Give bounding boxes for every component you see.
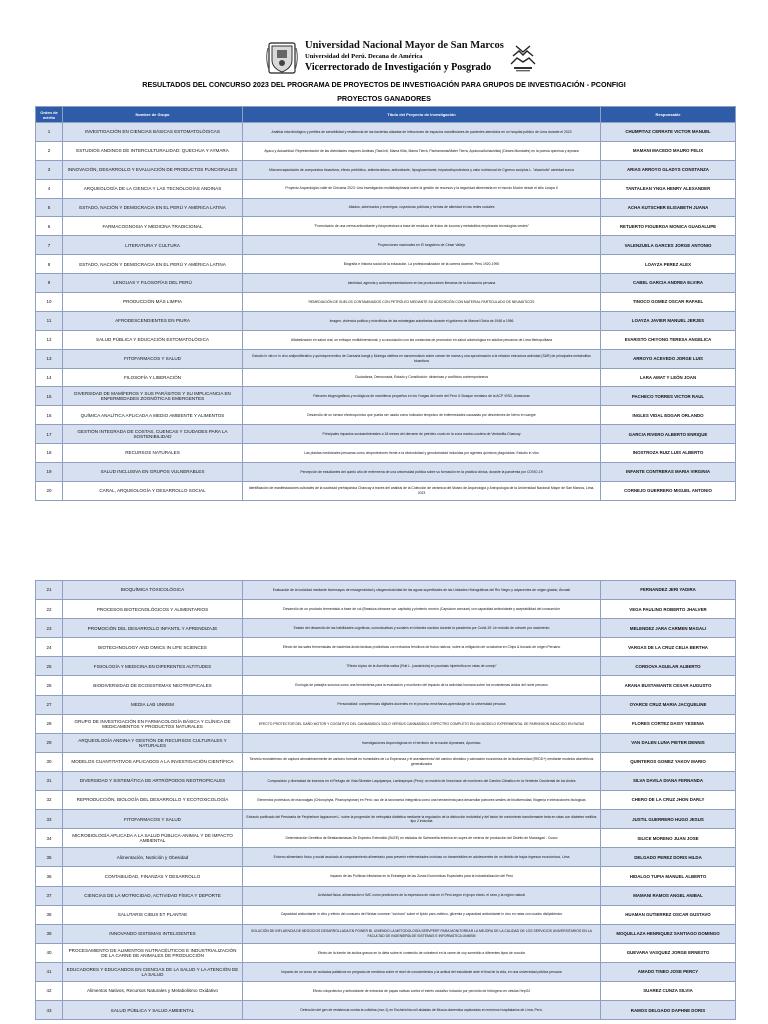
table-row: [36, 444, 736, 463]
group-name-cell: SALUD PÚBLICA Y EDUCACIÓN ESTOMATOLÓGICA: [63, 330, 243, 349]
order-cell: 22: [36, 600, 63, 619]
group-name-cell: QUÍMICA ANALÍTICA APLICADA A MEDIO AMBIENTE Y ALIMENTOS: [63, 406, 243, 425]
order-cell: 34: [36, 829, 63, 848]
order-cell: 31: [36, 771, 63, 790]
group-name-cell: ESTUDIOS ANDINOS DE INTERCULTURALIDAD: QUECHUA Y AYMARA: [63, 141, 243, 160]
responsible-cell: CORDOVA AGUILAR ALBERTO: [601, 657, 736, 676]
project-title-cell: Ayacu y Aukachikai: Representación de las divinidades mayores Andinas (Tata Inti, Mama Killa, Mama Tierra, Pachamama/Mater Tierra, Apukuna/Achachilas) (Dioses Mundales) en la poesía quechua y aymara: [243, 141, 601, 160]
table-row: [36, 791, 736, 810]
group-name-cell: BIODIVERSIDAD DE ECOSISTEMAS NEOTROPICALES: [63, 676, 243, 695]
responsible-cell: RAMOS DELGADO DAPHNE DORIS: [601, 1001, 736, 1020]
responsible-cell: ACHA KUTSCHER ELISABETH JUANA: [601, 198, 736, 217]
responsible-cell: LARA AMAT Y LEÓN JOAN: [601, 368, 736, 387]
group-name-cell: RECURSOS NATURALES: [63, 444, 243, 463]
table-row: [36, 581, 736, 600]
table-body-top: [36, 123, 736, 501]
project-title-cell: Aliados, adversarios y enemigos: coyunturas políticas y formas de alteridad en las redes sociales: [243, 198, 601, 217]
table-row: [36, 1001, 736, 1020]
responsible-cell: MELENDEZ JARA CARMEN MAGALI: [601, 619, 736, 638]
table-row: [36, 752, 736, 771]
responsible-cell: HUAMAN GUTIERREZ OSCAR GUSTAVO: [601, 905, 736, 924]
responsible-cell: INGLES VIDAL EDGAR ORLANDO: [601, 406, 736, 425]
order-cell: 39: [36, 924, 63, 943]
responsible-cell: TANTALEAN YNGA HENRY ALEXANDER: [601, 179, 736, 198]
table-row: [36, 848, 736, 867]
project-title-cell: Las plantas medicinales peruanas como citoprotectores frente a la citotoxicidad y genotoxicidad inducidas por agentes químicos plaguicidas: Estudio in vitro: [243, 444, 601, 463]
group-name-cell: PROCESOS BIOTECNOLÓGICOS Y ALIMENTARIOS: [63, 600, 243, 619]
project-title-cell: Entorno alimentario físico y social asociado al comportamiento alimentario para prevenir enfermedades crónicas no transmisibles en adolescentes de un distrito de bajos ingresos económicos, Lima: [243, 848, 601, 867]
order-cell: 7: [36, 236, 63, 255]
project-title-cell: Efecto de las sales fermentadas de bacterias ácido lácticas probióticas con extractos fenólicos de frutos nativos, sobre la mitigación de ocratoxina en Chips & bocado de origen Peruano: [243, 638, 601, 657]
project-title-cell: Imagen, violencia política y micrófisica de las estrategias autoritarias durante el gobierno de Manuel Odría de 1948 a 1956: [243, 311, 601, 330]
project-title-cell: Elementos protésicos de macroalgas (Chlorophyta, Phaeophyceae) en Perú: uso de la taxonomía integrativa como una herramienta para desarrollar patrones sesiles de biodiversidad, filogenia e interacciones biológicas: [243, 791, 601, 810]
project-title-cell: Identidad, agencia y autorrepresentaciones en las producciones literarias de la Amazonía peruana: [243, 274, 601, 293]
group-name-cell: EDUCADORES Y EDUCANDOS EN CIENCIAS DE LA SALUD Y LA ATENCIÓN DE LA SALUD: [63, 962, 243, 981]
group-name-cell: FISIOLOGÍA Y MEDICINA EN DIFERENTES ALTITUDES: [63, 657, 243, 676]
project-title-cell: Estado del desarrollo de las habilidades cognitivas, comunicativas y sociales en infantes nacidos durante la pandemia por Covid-19: Un estudio de cohorte por nacimiento: [243, 619, 601, 638]
project-title-cell: Impacto de las Políticas tributarias en la Estrategia de las Zonas Económicas Especiales para la industrialización del Perú: [243, 867, 601, 886]
project-title-cell: Biografía e historia social de la educación. La profesionalización de la carrera docente, Perú 1920-1990: [243, 255, 601, 274]
results-subtitle: PROYECTOS GANADORES: [337, 94, 431, 103]
order-cell: 19: [36, 463, 63, 482]
table-row: [36, 657, 736, 676]
project-title-cell: Personalidad: competencias digitales docentes en el proceso enseñanza-aprendizaje de la universidad peruana: [243, 695, 601, 714]
order-cell: 8: [36, 255, 63, 274]
responsible-cell: CABEL GARCIA ANDREA ELVIRA: [601, 274, 736, 293]
project-title-cell: Composición y diversidad de insectos en el Refugio de Vida Silvestre Laquipampa, Lambayeque (Perú): un modelo de línea base de monitoreo del Cambio Climático en la Vertiente Occidental de los Andes: [243, 771, 601, 790]
university-tagline: Universidad del Perú. Decana de América: [305, 53, 423, 60]
project-title-cell: Estudio in vitro e in vivo antiproliferativo y quimiopreventivo de Caesaria bangii y Moringa oleifera en nanoemulsión sobre cáncer de mama y una aproximación a la relación estructura actividad (SAR) de principales metabolitos bioactivos: [243, 349, 601, 368]
group-name-cell: INNOVACIÓN, DESARROLLO Y EVALUACIÓN DE PRODUCTOS FUNCIONALES: [63, 160, 243, 179]
group-name-cell: FITOFARMACOS Y SALUD: [63, 349, 243, 368]
order-cell: 13: [36, 349, 63, 368]
group-name-cell: PROMOCIÓN DEL DESARROLLO INFANTIL Y APRENDIZAJE: [63, 619, 243, 638]
group-name-cell: CONTABILIDAD, FINANZAS Y DESARROLLO: [63, 867, 243, 886]
order-cell: 41: [36, 962, 63, 981]
responsible-cell: CHERO DE LA CRUZ JHON DARLY: [601, 791, 736, 810]
table-row: [36, 217, 736, 236]
table-row: [36, 274, 736, 293]
group-name-cell: SALUTARIS CIBUS ET PLANTAE: [63, 905, 243, 924]
order-cell: 20: [36, 481, 63, 500]
responsible-cell: CORNEJO GUERRERO MIGUEL ANTONIO: [601, 481, 736, 500]
project-title-cell: Investigaciones Arqueológicas en el territorio de la nación Aymaraes, Apurimac.: [243, 733, 601, 752]
table-row: [36, 676, 736, 695]
table-row: [36, 330, 736, 349]
group-name-cell: AFRODESCENDIENTES EN PIURA: [63, 311, 243, 330]
responsible-cell: VARGAS DE LA CRUZ CELIA BERTHA: [601, 638, 736, 657]
group-name-cell: DIVERSIDAD Y SISTEMÁTICA DE ARTRÓPODOS NEOTROPICALES: [63, 771, 243, 790]
responsible-cell: VAN DALEN LUNA PIETER DENNIS: [601, 733, 736, 752]
project-title-cell: "Efecto tópico de la Aventhia sativa (Ruti L. (caraindola) en psoriasis hipertrófica en ratas de conejo": [243, 657, 601, 676]
table-row: [36, 160, 736, 179]
group-name-cell: MEDIA LAB UNMSM: [63, 695, 243, 714]
table-row: [36, 311, 736, 330]
order-cell: 36: [36, 867, 63, 886]
order-cell: 30: [36, 752, 63, 771]
group-name-cell: FILOSOFÍA Y LIBERACIÓN: [63, 368, 243, 387]
order-cell: 35: [36, 848, 63, 867]
group-name-cell: INVESTIGACIÓN EN CIENCIAS BÁSICAS ESTOMATOLÓGICAS: [63, 123, 243, 142]
table-row: [36, 714, 736, 733]
university-name: Universidad Nacional Mayor de San Marcos: [305, 40, 504, 51]
group-name-cell: ARQUEOLOGÍA DE LA CIENCIA Y LAS TECNOLOGÍAS ANDINAS: [63, 179, 243, 198]
project-title-cell: Desarrollo de un producto fermentado a base de col (Brassica oleracea var. capitata) y pimiento morrón (Capsicum annuum) con capacidad antioxidante y aceptabilidad del consumidor: [243, 600, 601, 619]
responsible-cell: OYARCE CRUZ MARIA JACQUELINE: [601, 695, 736, 714]
table-header-row: [36, 107, 736, 123]
responsible-cell: INFANTE CONTRERAS MARIA VIRGINIA: [601, 463, 736, 482]
group-name-cell: PROCESAMIENTO DE ALIMENTOS NUTRACÉUTICOS E INDUSTRIALIZACIÓN DE LA CARNE DE ANIMALES DE PRODUCCIÓN: [63, 943, 243, 962]
responsible-cell: ARROYO ACEVEDO JORGE LUIS: [601, 349, 736, 368]
responsible-cell: GARCIA RIVERO ALBERTO ENRIQUE: [601, 425, 736, 444]
project-title-cell: Impacto de un curso de cuidados paliativos en pregrado de medicina sobre el nivel de conocimientos y la actitud del estudiante ante el final de la vida, en una universidad pública peruana: [243, 962, 601, 981]
results-title: RESULTADOS DEL CONCURSO 2023 DEL PROGRAMA DE PROYECTOS DE INVESTIGACIÓN PARA GRUPOS DE INVESTIGACIÓN - PCONFIGI: [142, 80, 626, 89]
project-title-cell: Proyecciones nacionales en El tungsteno de César Vallejo: [243, 236, 601, 255]
order-cell: 43: [36, 1001, 63, 1020]
responsible-cell: AMADO TINEO JOSE PERCY: [601, 962, 736, 981]
order-cell: 14: [36, 368, 63, 387]
project-title-cell: EFECTO PROTECTOR DEL DAÑO MOTOR Y COGNITIVO DEL CANNABIDIOL SOLO VERSUS CANNABIDIOL ESPECTRO COMPLETO EN UN MODELO EXPERIMENTAL DE PARKINSON INDUCIDO EN RATAS: [243, 714, 601, 733]
group-name-cell: Alimentos Nativos, Recursos Naturales y Metabolismo Oxidativo: [63, 981, 243, 1000]
responsible-cell: MAMANI MACEDO MAURO FELIX: [601, 141, 736, 160]
table-row: [36, 829, 736, 848]
project-title-cell: Patrones biogeográficos y ecológicos de mamíferos pequeños en los Yungas del norte del Perú II: Bosque montano de la ACP VISD, Amazonas: [243, 387, 601, 406]
responsible-cell: VALENZUELA GARCES JORGE ANTONIO: [601, 236, 736, 255]
order-cell: 24: [36, 638, 63, 657]
group-name-cell: GRUPO DE INVESTIGACIÓN EN FARMACOLOGÍA BÁSICA Y CLÍNICA DE MEDICAMENTOS Y PRODUCTOS NATURALES: [63, 714, 243, 733]
responsible-cell: GUEVARA VASQUEZ JORGE ERNESTO: [601, 943, 736, 962]
group-name-cell: CARAL, ARQUEOLOGÍA Y DESARROLLO SOCIAL: [63, 481, 243, 500]
column-header-responsible: Responsable: [601, 107, 736, 123]
project-title-cell: Ecología de paisajes sonoros como una herramienta para la evaluación y monitoreo del impacto de la actividad humana sobre los ecosistemas áridos del norte peruano: [243, 676, 601, 695]
project-title-cell: "Formulación de una crema antioxidante y fotoprotectora a base de residuos de frutos de lucuma y metabolitos empleando tecnologías verdes": [243, 217, 601, 236]
table-row: [36, 425, 736, 444]
order-cell: 9: [36, 274, 63, 293]
table-row: [36, 463, 736, 482]
table-row: [36, 619, 736, 638]
order-cell: 33: [36, 810, 63, 829]
group-name-cell: REPRODUCCIÓN, BIOLOGÍA DEL DESARROLLO Y ECOTOXICOLOGÍA: [63, 791, 243, 810]
project-title-cell: Alfabetización en salud oral, un enfoque multidimensional, y su asociación con las conductas de promoción en salud odontológica en adultos peruanos de Lima Metropolitana: [243, 330, 601, 349]
table-row: [36, 600, 736, 619]
order-cell: 16: [36, 406, 63, 425]
order-cell: 42: [36, 981, 63, 1000]
order-cell: 3: [36, 160, 63, 179]
group-name-cell: GESTIÓN INTEGRADA DE COSTAS, CUENCAS Y CIUDADES PARA LA SOSTENIBILIDAD: [63, 425, 243, 444]
column-header-group: Nombre de Grupo: [63, 107, 243, 123]
project-title-cell: Servicio ecosistémico de captura atmosferaminente de carbono forestal en humedales de La Esperanza y el asentamiento/ del camino climático y valoración económica de la biodiversidad (REDD+) mediante modelos alométricos generalizados: [243, 752, 601, 771]
responsible-cell: LOAYZA PEREZ ALEX: [601, 255, 736, 274]
responsible-cell: TINOCO GOMEZ OSCAR RAFAEL: [601, 293, 736, 312]
table-row: [36, 962, 736, 981]
column-header-title: Título del Proyecto de Investigación: [243, 107, 601, 123]
responsible-cell: EVARISTO CHIYONG TERESA ANGELICA: [601, 330, 736, 349]
university-brand: [305, 40, 535, 74]
group-name-cell: SALUD PÚBLICA Y SALUD AMBIENTAL: [63, 1001, 243, 1020]
column-header-order: Orden de mérito: [36, 107, 63, 123]
group-name-cell: BIOTECHNOLOGY AND OMICS IN LIFE SCIENCES: [63, 638, 243, 657]
project-title-cell: Ciudadanía, Democracia, Estado y Constitución: dinámicas y conflictos contemporáneos: [243, 368, 601, 387]
responsible-cell: MOQUILLAZA HENRIQUEZ SANTIAGO DOMINGO: [601, 924, 736, 943]
group-name-cell: ARQUEOLOGÍA ANDINA Y GESTIÓN DE RECURSOS CULTURALES Y NATURALES: [63, 733, 243, 752]
order-cell: 2: [36, 141, 63, 160]
project-title-cell: Principales impactos socioambientales a 18 meses del derrame de petróleo crudo en la zona marino-costera de Ventanilla-Chancay: [243, 425, 601, 444]
group-name-cell: INNOVANDO SISTEMAS INTELIGENTES: [63, 924, 243, 943]
table-row: [36, 924, 736, 943]
order-cell: 25: [36, 657, 63, 676]
project-title-cell: SOLUCIÓN DE INFLUENCIA DE NEGOCIOS DESARROLLADA EN POWER BI, UNIENDO LA METODOLOGÍA SERVPERF PARA MONITOREAR LA MEJORA DE LA CALIDAD DE LOS SERVICIOS UNIVERSITARIOS EN LA FACULTAD DE INGENIERÍA DE SISTEMAS E INFORMÁTICA UNMSM: [243, 924, 601, 943]
group-name-cell: LENGUAS Y FILOSOFÍAS DEL PERÚ: [63, 274, 243, 293]
order-cell: 21: [36, 581, 63, 600]
project-title-cell: Detección del gen de resistencia contra la colistina (mcr-1) en Escherichia coli aisladas de Musca domestica capturadas en entornos hospitalarios de Lima, Perú.: [243, 1001, 601, 1020]
table-row: [36, 406, 736, 425]
order-cell: 18: [36, 444, 63, 463]
table-row: [36, 886, 736, 905]
project-title-cell: Desarrollo de un sensor electroquímico que pueda ser usado como indicador temprano de enfermedades causadas por desórdenes de hierro en sangre: [243, 406, 601, 425]
table-row: [36, 141, 736, 160]
project-title-cell: Evaluación de la toxicidad mediante bioensayos de mutagenicidad y citogenotoxicidad de las aguas superficiales de las Unidades Hidrográficas del Río Negro y adyacentes de origen glaciar, Áncash: [243, 581, 601, 600]
order-cell: 23: [36, 619, 63, 638]
table-row: [36, 733, 736, 752]
order-cell: 4: [36, 179, 63, 198]
order-cell: 6: [36, 217, 63, 236]
university-seal-icon: [264, 40, 300, 76]
order-cell: 28: [36, 714, 63, 733]
table-row: [36, 695, 736, 714]
responsible-cell: DELGADO PEREZ DORIS HILDA: [601, 848, 736, 867]
group-name-cell: CIENCIAS DE LA MOTRICIDAD, ACTIVIDAD FÍSICA Y DEPORTE: [63, 886, 243, 905]
project-title-cell: Percepción de estudiantes del quinto año de enfermería de una universidad pública sobre su formación en la práctica clínica, durante la pandemia por COVID-19: [243, 463, 601, 482]
project-title-cell: REMEDIACIÓN DE SUELOS CONTAMINADOS CON PETRÓLEO MEDIANTE SU ADSORCIÓN CON MATERIAL PARTICULADO DE NEUMÁTICOS: [243, 293, 601, 312]
table-row: [36, 638, 736, 657]
responsible-cell: INOSTROZA RUIZ LUIS ALBERTO: [601, 444, 736, 463]
responsible-cell: SILVA DAVILA DIANA FERNANDA: [601, 771, 736, 790]
responsible-cell: MAMANI RAMOS ANGEL ANIBAL: [601, 886, 736, 905]
responsible-cell: LOAYZA JAVIER MANUEL JERJES: [601, 311, 736, 330]
group-name-cell: LITERATURA Y CULTURA: [63, 236, 243, 255]
responsible-cell: QUINTEROS GOMEZ YAKOV MARIO: [601, 752, 736, 771]
vicerrectorado-emblem-icon: [508, 42, 538, 74]
order-cell: 12: [36, 330, 63, 349]
responsible-cell: ARIAS ARROYO GLADYS CONSTANZA: [601, 160, 736, 179]
responsible-cell: HIDALGO TUPIA MANUEL ALBERTO: [601, 867, 736, 886]
order-cell: 17: [36, 425, 63, 444]
project-title-cell: Extracto purificado del Persicaria de Ferphebum lappaceum L. sobre la progresión de nefropatía diabética mediante la regulación de la disfunción endotelial y del factor de crecimiento transformante beta en ratas con diabetes mellitus tipo 2 inducida: [243, 810, 601, 829]
project-title-cell: Microencapsulación de compuestos bioactivos, efecto prebiótico, antimicrobiano, antioxidante, hipoglucemiante, hepatocitoprotectora y valor nutricional de Cyperus sculptus L. "alcachofa" variedad sunca: [243, 160, 601, 179]
project-title-cell: Análisis microbiológico y perfiles de sensibilidad y resistencia de las bacterias aisladas de infecciones de espacios mandibulares de pacientes atendidos en un hospital público de Lima durante el 2023: [243, 123, 601, 142]
table-row: [36, 255, 736, 274]
project-title-cell: Efecto de la fuente de ácidos grasos en la dieta sobre el contenido de colesterol en la carne de cuy sometido a diferentes tipos de cocción: [243, 943, 601, 962]
responsible-cell: CHUMPITAZ CERRATE VICTOR MANUEL: [601, 123, 736, 142]
group-name-cell: MICROBIOLOGÍA APLICADA A LA SALUD PÚBLICA-ANIMAL Y DE IMPACTO AMBIENTAL: [63, 829, 243, 848]
project-title-cell: Proyecto Arqueológico valle de Chicama 2023: Una investigación multidisciplinaria sobre la gestión de recursos y la seguridad alimentaria en el mundo Moche desde el sitio Licapa II: [243, 179, 601, 198]
order-cell: 32: [36, 791, 63, 810]
winners-table-part-1: [35, 106, 736, 501]
group-name-cell: DIVERSIDAD DE MAMÍFEROS Y SUS PARÁSITOS Y SU IMPLICANCIA EN ENFERMEDADES ZOONÓTICAS EMERGENTES: [63, 387, 243, 406]
table-row: [36, 236, 736, 255]
order-cell: 38: [36, 905, 63, 924]
project-title-cell: Efecto citoprotector y antioxidante de extractos de papas nativas contra el estrés oxidativo inducido por peróxido de hidrógeno en células HepG2: [243, 981, 601, 1000]
project-title-cell: Actividad física, alimentación e IMC como predictores de la esperanza de vida en el Perú según el grupo etario, el sexo y la región natural: [243, 886, 601, 905]
group-name-cell: Alimentación, Nutrición y Obesidad: [63, 848, 243, 867]
table-row: [36, 905, 736, 924]
table-row: [36, 981, 736, 1000]
table-row: [36, 867, 736, 886]
table-row: [36, 771, 736, 790]
project-title-cell: Identificación de manifestaciones culturales de la sociedad prehispánica Chancay a través del análisis de la Colección de cerámica del Museo de Arqueología y Antropología de la Universidad Nacional Mayor de San Marcos, Lima, 2023: [243, 481, 601, 500]
responsible-cell: JUSTIL GUERRERO HUGO JESUS: [601, 810, 736, 829]
table-row: [36, 123, 736, 142]
responsible-cell: ARANA BUSTAMANTE CESAR AUGUSTO: [601, 676, 736, 695]
table-row: [36, 198, 736, 217]
order-cell: 27: [36, 695, 63, 714]
project-title-cell: Determinación Genética de Betalactamasas De Espectro Extendido (BLEE) en aislados de Salmonella enterica en supes de centros de producción del Distrito de Manzagari - Cusco: [243, 829, 601, 848]
order-cell: 29: [36, 733, 63, 752]
group-name-cell: BIOQUÍMICA TOXICOLÓGICA: [63, 581, 243, 600]
order-cell: 37: [36, 886, 63, 905]
group-name-cell: PRODUCCIÓN MÁS LIMPIA: [63, 293, 243, 312]
table-row: [36, 349, 736, 368]
order-cell: 5: [36, 198, 63, 217]
group-name-cell: FARMACOGNOSIA Y MEDICINA TRADICIONAL: [63, 217, 243, 236]
table-row: [36, 810, 736, 829]
responsible-cell: VEGA PAULINO ROBERTO JHALVER: [601, 600, 736, 619]
winners-table-part-2: [35, 580, 736, 1020]
group-name-cell: SALUD INCLUSIVA EN GRUPOS VULNERABLES: [63, 463, 243, 482]
table-row: [36, 481, 736, 500]
project-title-cell: Capacidad antioxidante in vitro y efecto del consumo del Néctar common "cushuro" sobre el lípido paro-métrico, glicemia y capacidad antioxidante in vivo en ratas con cuadro dislipidémico: [243, 905, 601, 924]
responsible-cell: FERNANDEZ JERI YADIRA: [601, 581, 736, 600]
table-row: [36, 943, 736, 962]
order-cell: 10: [36, 293, 63, 312]
order-cell: 15: [36, 387, 63, 406]
responsible-cell: SILICE MORENO JUAN JOSE: [601, 829, 736, 848]
group-name-cell: ESTADO, NACIÓN Y DEMOCRACIA EN EL PERÚ Y AMÉRICA LATINA: [63, 198, 243, 217]
group-name-cell: ESTADO, NACIÓN Y DEMOCRACIA EN EL PERÚ Y AMÉRICA LATINA: [63, 255, 243, 274]
responsible-cell: RETUERTO FIGUEROA MONICA GUADALUPE: [601, 217, 736, 236]
table-row: [36, 387, 736, 406]
group-name-cell: MODELOS CUANTITATIVOS APLICADOS A LA INVESTIGACIÓN CIENTÍFICA: [63, 752, 243, 771]
office-name: Vicerrectorado de Investigación y Posgrado: [305, 62, 492, 73]
order-cell: 40: [36, 943, 63, 962]
responsible-cell: FLORES CORTEZ DAISY YESENIA: [601, 714, 736, 733]
table-row: [36, 368, 736, 387]
table-body-bottom: [36, 581, 736, 1020]
responsible-cell: SUAREZ CUNZA SILVIA: [601, 981, 736, 1000]
group-name-cell: FITOFARMACOS Y SALUD: [63, 810, 243, 829]
order-cell: 26: [36, 676, 63, 695]
order-cell: 11: [36, 311, 63, 330]
responsible-cell: PACHECO TORRES VICTOR RAUL: [601, 387, 736, 406]
order-cell: 1: [36, 123, 63, 142]
table-row: [36, 179, 736, 198]
table-row: [36, 293, 736, 312]
document-header: [0, 0, 768, 120]
